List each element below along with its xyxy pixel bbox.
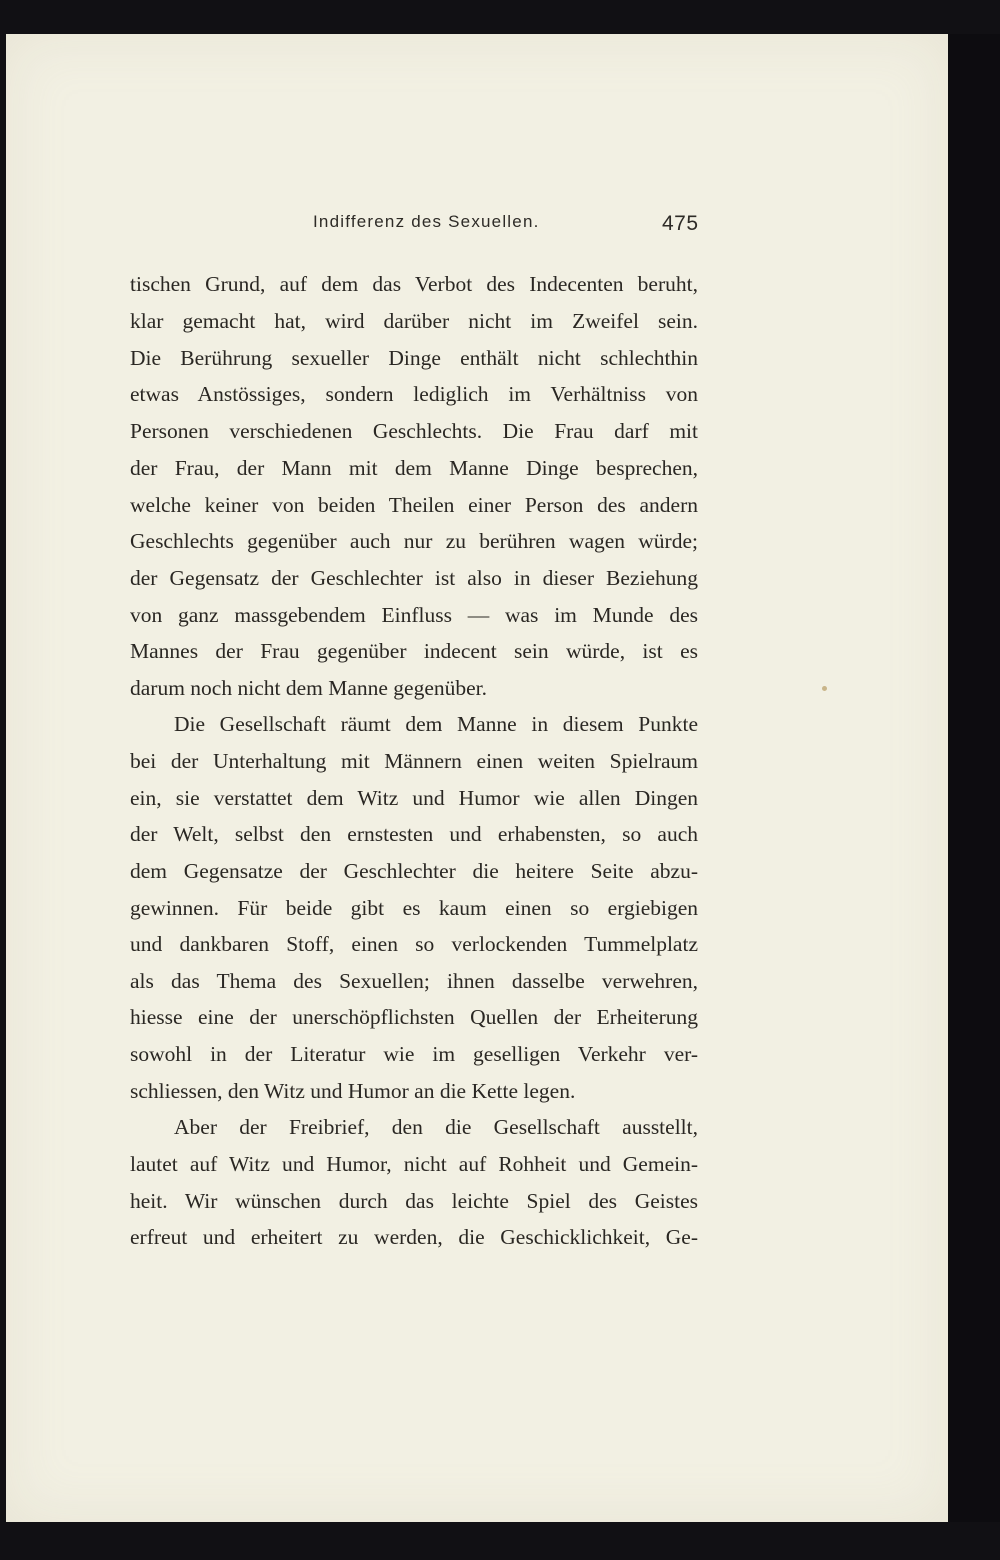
text-line: Geschlechts gegenüber auch nur zu berühren wagen würde; bbox=[130, 529, 698, 553]
text-line: als das Thema des Sexuellen; ihnen dasselbe verwehren, bbox=[130, 969, 698, 993]
text-line: der Gegensatz der Geschlechter ist also in dieser Beziehung bbox=[130, 566, 698, 590]
text-line: Mannes der Frau gegenüber indecent sein würde, ist es bbox=[130, 639, 698, 663]
text-line: der Frau, der Mann mit dem Manne Dinge besprechen, bbox=[130, 456, 698, 480]
text-line: welche keiner von beiden Theilen einer Person des andern bbox=[130, 493, 698, 517]
text-line: erfreut und erheitert zu werden, die Geschicklichkeit, Ge- bbox=[130, 1225, 698, 1249]
text-line: und dankbaren Stoff, einen so verlockenden Tummelplatz bbox=[130, 932, 698, 956]
text-line: schliessen, den Witz und Humor an die Kette legen. bbox=[130, 1079, 576, 1103]
text-line: Die Gesellschaft räumt dem Manne in diesem Punkte bbox=[174, 712, 698, 736]
text-line: dem Gegensatze der Geschlechter die heitere Seite abzu- bbox=[130, 859, 698, 883]
text-line: gewinnen. Für beide gibt es kaum einen so ergiebigen bbox=[130, 896, 698, 920]
text-line: etwas Anstössiges, sondern lediglich im Verhältniss von bbox=[130, 382, 698, 406]
text-line: klar gemacht hat, wird darüber nicht im Zweifel sein. bbox=[130, 309, 698, 333]
text-line: darum noch nicht dem Manne gegenüber. bbox=[130, 676, 488, 700]
text-line: tischen Grund, auf dem das Verbot des Indecenten beruht, bbox=[130, 272, 698, 296]
text-line: Aber der Freibrief, den die Gesellschaft ausstellt, bbox=[174, 1115, 698, 1139]
text-line: ein, sie verstattet dem Witz und Humor wie allen Dingen bbox=[130, 786, 698, 810]
paper-speck bbox=[822, 686, 827, 691]
text-line: heit. Wir wünschen durch das leichte Spiel des Geistes bbox=[130, 1189, 698, 1213]
text-line: sowohl in der Literatur wie im geselligen Verkehr ver- bbox=[130, 1042, 698, 1066]
text-line: hiesse eine der unerschöpflichsten Quellen der Erheiterung bbox=[130, 1005, 698, 1029]
text-line: Die Berührung sexueller Dinge enthält nicht schlechthin bbox=[130, 346, 698, 370]
running-head: Indifferenz des Sexuellen. bbox=[313, 212, 540, 231]
text-line: lautet auf Witz und Humor, nicht auf Rohheit und Gemein- bbox=[130, 1152, 698, 1176]
text-line: bei der Unterhaltung mit Männern einen weiten Spielraum bbox=[130, 749, 698, 773]
text-line: von ganz massgebendem Einfluss — was im Munde des bbox=[130, 603, 698, 627]
text-line: der Welt, selbst den ernstesten und erhabensten, so auch bbox=[130, 822, 698, 846]
page-number: 475 bbox=[662, 212, 699, 235]
text-line: Personen verschiedenen Geschlechts. Die Frau darf mit bbox=[130, 419, 698, 443]
dark-background-edge bbox=[948, 34, 1000, 1522]
